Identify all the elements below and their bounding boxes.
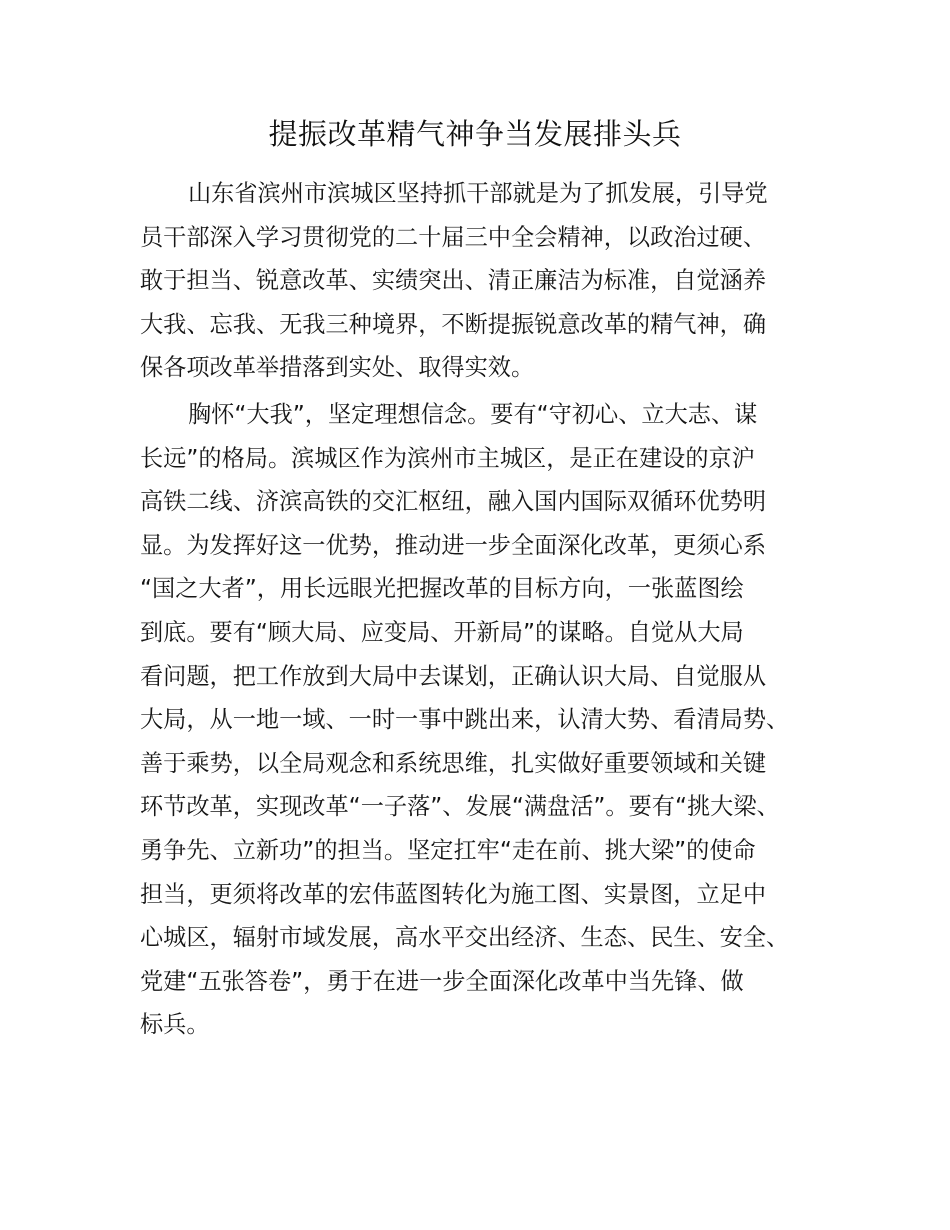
text-line: 胸怀“大我”，坚定理想信念。要有“守初心、立大志、谋 [188,401,758,428]
text-line: 勇争先、立新功”的担当。坚定扛牢“走在前、挑大梁”的使命 [140,836,756,864]
text-line: 员干部深入学习贯彻党的二十届三中全会精神，以政治过硬、 [140,223,767,251]
text-line: 敢于担当、锐意改革、实绩突出、清正廉洁为标准，自觉涵养 [140,267,767,295]
text-line: 显。为发挥好这一优势，推动进一步全面深化改革，更须心系 [140,531,767,559]
text-line: 环节改革，实现改革“一子落”、发展“满盘活”。要有“挑大梁、 [140,793,780,821]
text-line: 保各项改革举措落到实处、取得实效。 [140,354,535,382]
text-line: 善于乘势，以全局观念和系统思维，扎实做好重要领域和关键 [140,749,767,777]
text-line: 心城区，辐射市域发展，高水平交出经济、生态、民生、安全、 [140,924,790,952]
paragraph-intro [140,172,820,390]
text-line: 山东省滨州市滨城区坚持抓干部就是为了抓发展，引导党 [188,180,768,207]
document-title: 提振改革精气神争当发展排头兵 [268,117,682,151]
text-line: 大局，从一地一域、一时一事中跳出来，认清大势、看清局势、 [140,706,790,734]
paragraph-big-self [140,393,820,1047]
text-line: 担当，更须将改革的宏伟蓝图转化为施工图、实景图，立足中 [140,880,767,908]
text-line: 长远”的格局。滨城区作为滨州市主城区，是正在建设的京沪 [140,444,755,472]
text-line: 大我、忘我、无我三种境界，不断提振锐意改革的精气神，确 [140,310,767,338]
text-line: 到底。要有“顾大局、应变局、开新局”的谋略。自觉从大局 [140,618,744,646]
text-line: 看问题，把工作放到大局中去谋划，正确认识大局、自觉服从 [140,662,767,690]
text-line: 高铁二线、济滨高铁的交汇枢纽，融入国内国际双循环优势明 [140,488,767,516]
text-line: 标兵。 [140,1011,210,1039]
text-line: “国之大者”，用长远眼光把握改革的目标方向，一张蓝图绘 [140,575,744,603]
text-line: 党建“五张答卷”，勇于在进一步全面深化改革中当先锋、做 [140,967,744,995]
